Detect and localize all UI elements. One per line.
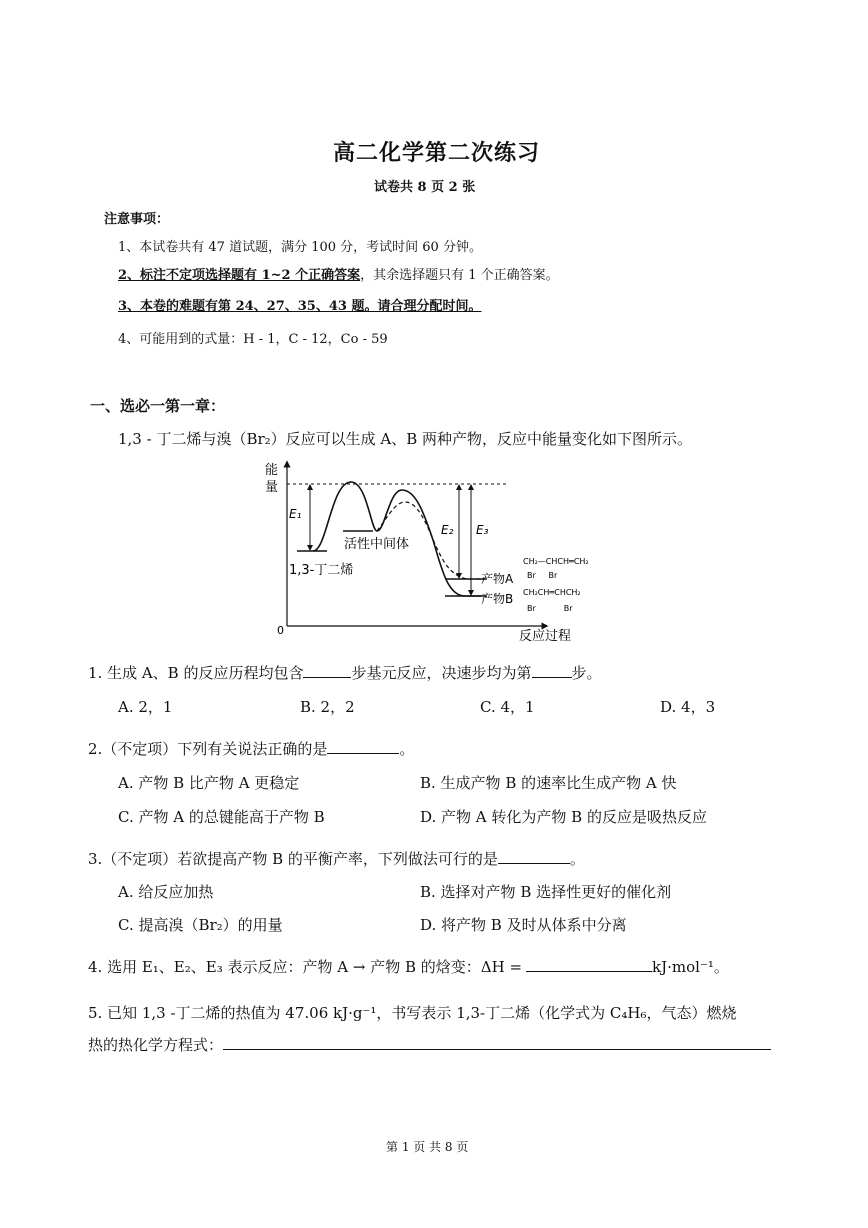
q5-answer-blank[interactable]	[223, 1035, 771, 1050]
product-b-label: 产物B	[481, 592, 514, 606]
q2-option-b[interactable]: B. 生成产物 B 的速率比生成产物 A 快	[420, 774, 677, 792]
q2-option-c[interactable]: C. 产物 A 的总键能高于产物 B	[118, 808, 325, 826]
question-3-stem	[88, 848, 585, 869]
y-label-1: 能	[265, 463, 279, 478]
q4-stem: 4. 选用 E₁、E₂、E₃ 表示反应：产物 A → 产物 B 的焓变：ΔH =	[88, 958, 523, 976]
q1-option-c[interactable]: C. 4，1	[480, 698, 535, 716]
q1-option-b[interactable]: B. 2，2	[300, 698, 355, 716]
note-3	[118, 295, 481, 314]
question-1-stem	[88, 662, 602, 683]
note-1: 1、本试卷共有 47 道试题，满分 100 分，考试时间 60 分钟。	[118, 240, 482, 255]
question-5-line-1: 5. 已知 1,3 -丁二烯的热值为 47.06 kJ·g⁻¹，书写表示 1,3-丁二烯（化学式为 C₄H₆，气态）燃烧	[88, 1004, 737, 1022]
intermediate-label: 活性中间体	[344, 537, 410, 552]
e3-label: E₃	[476, 523, 489, 537]
q1-blank-1[interactable]	[303, 663, 351, 678]
q1-option-d[interactable]: D. 4，3	[660, 698, 716, 716]
note-2-emphasis: 2、标注不定项选择题有 1~2 个正确答案	[118, 268, 361, 283]
q3-blank[interactable]	[498, 849, 570, 864]
reactant-label: 1,3-丁二烯	[289, 563, 354, 578]
section-heading: 一、选必一第一章：	[90, 397, 226, 415]
section-intro: 1,3 - 丁二烯与溴（Br₂）反应可以生成 A、B 两种产物，反应中能量变化如下图所示。	[118, 430, 693, 448]
note-2	[118, 264, 559, 283]
q4-unit: kJ·mol⁻¹。	[652, 958, 729, 976]
question-4-stem	[88, 956, 729, 977]
note-4: 4、可能用到的式量：H - 1，C - 12，Co - 59	[118, 332, 388, 347]
notes-heading: 注意事项：	[104, 212, 170, 227]
q3-option-d[interactable]: D. 将产物 B 及时从体系中分离	[420, 916, 627, 934]
question-2-stem	[88, 738, 414, 759]
q5-line-2-text: 热的热化学方程式：	[88, 1036, 224, 1054]
formula-a-line-2: Br Br	[527, 571, 558, 580]
note-3-text: 3、本卷的难题有第 24、27、35、43 题。请合理分配时间。	[118, 299, 482, 314]
q4-blank[interactable]	[526, 957, 652, 972]
product-a-label: 产物A	[481, 572, 514, 586]
q1-stem-c: 步。	[571, 664, 602, 682]
page-title: 高二化学第二次练习	[333, 140, 541, 166]
origin-label: 0	[277, 624, 284, 637]
formula-a-line-1: CH₂—CHCH═CH₂	[523, 557, 589, 566]
e2-label: E₂	[441, 523, 454, 537]
q2-end: 。	[399, 740, 415, 758]
q3-option-c[interactable]: C. 提高溴（Br₂）的用量	[118, 916, 283, 934]
formula-b-line-1: CH₂CH═CHCH₂	[523, 588, 581, 597]
energy-diagram	[255, 458, 625, 648]
question-5-line-2	[88, 1034, 771, 1055]
formula-b-line-2: Br Br	[527, 604, 573, 613]
y-label-2: 量	[265, 480, 279, 495]
q1-stem-a: 1. 生成 A、B 的反应历程均包含	[88, 664, 304, 682]
q1-option-a[interactable]: A. 2，1	[118, 698, 173, 716]
q3-option-a[interactable]: A. 给反应加热	[118, 883, 214, 901]
q2-blank[interactable]	[327, 739, 399, 754]
note-2-rest: ，其余选择题只有 1 个正确答案。	[360, 268, 559, 283]
q2-stem: 2.（不定项）下列有关说法正确的是	[88, 740, 328, 758]
page-subtitle: 试卷共 8 页 2 张	[374, 180, 476, 195]
q3-option-b[interactable]: B. 选择对产物 B 选择性更好的催化剂	[420, 883, 672, 901]
q2-option-d[interactable]: D. 产物 A 转化为产物 B 的反应是吸热反应	[420, 808, 707, 826]
x-label: 反应过程	[519, 629, 572, 644]
q3-stem: 3.（不定项）若欲提高产物 B 的平衡产率，下列做法可行的是	[88, 850, 498, 868]
page-footer: 第 1 页 共 8 页	[386, 1140, 469, 1154]
q1-stem-b: 步基元反应，决速步均为第	[351, 664, 532, 682]
q2-option-a[interactable]: A. 产物 B 比产物 A 更稳定	[118, 774, 300, 792]
q1-blank-2[interactable]	[532, 663, 572, 678]
q3-end: 。	[569, 850, 585, 868]
e1-label: E₁	[289, 507, 302, 521]
